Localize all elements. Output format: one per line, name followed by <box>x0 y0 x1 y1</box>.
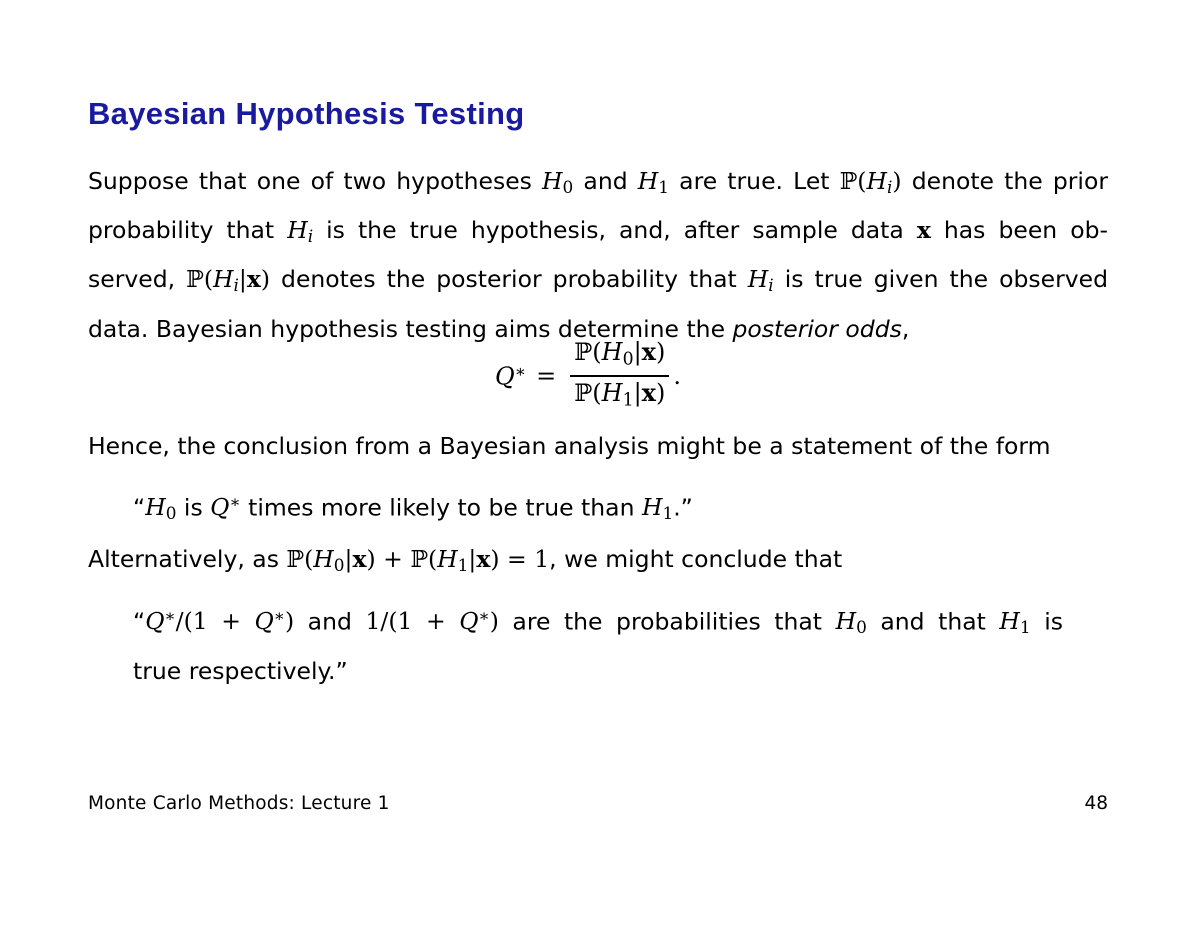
quote-likely: “$H_0$ is Q∗ times more likely to be true than $H_1$.” <box>133 493 693 524</box>
conclusion-sentence: Hence, the conclusion from a Bayesian analysis might be a statement of the form <box>88 432 1051 460</box>
math-h0: $H_0$ <box>145 493 177 524</box>
fraction-denominator: $ℙ(H_1|x)$ <box>574 378 666 411</box>
alternative-paragraph <box>88 538 1108 587</box>
text-segment: is true given the observed <box>773 265 1109 294</box>
quote-probabilities-line-2: true respectively.” <box>133 656 348 685</box>
footer-lecture-title: Monte Carlo Methods: Lecture 1 <box>88 793 390 814</box>
fraction-numerator: $ℙ(H_0|x)$ <box>574 336 666 369</box>
text-segment: is the true hypothesis, and, after sample data <box>313 216 917 245</box>
intro-line-3 <box>88 258 1108 307</box>
period: . <box>673 362 681 390</box>
intro-paragraph <box>88 160 1108 351</box>
math-hi: Hi <box>287 216 314 247</box>
math-x: x <box>916 216 931 245</box>
text-segment: and <box>573 167 638 195</box>
fraction <box>570 336 669 417</box>
posterior-odds-emphasis: posterior odds <box>732 314 902 343</box>
math-p-hi: ℙ(Hi) <box>839 167 902 198</box>
text-segment: served, <box>88 265 187 294</box>
math-h1: $H_1$ <box>637 167 670 198</box>
alternative-sentence: Alternatively, as $ℙ(H_0|x)$ + $ℙ(H_1|x) = 1$, we might conclude that <box>88 545 843 576</box>
math-q-star: Q∗ <box>495 361 527 391</box>
slide-title: Bayesian Hypothesis Testing <box>88 96 525 131</box>
text-segment: probability that <box>88 216 288 245</box>
text-segment: has been ob- <box>930 216 1109 245</box>
posterior-odds-equation <box>495 336 681 416</box>
quote-probabilities <box>133 595 1063 693</box>
text-segment: denote the prior <box>901 167 1108 195</box>
text-segment: data. Bayesian hypothesis testing aims determine the <box>88 314 733 343</box>
math-q-over-1-plus-q: Q∗/(1 + Q∗) <box>145 607 295 636</box>
text-segment: denotes the posterior probability that <box>270 265 748 294</box>
text-segment: Suppose that one of two hypotheses <box>88 167 543 195</box>
math-h1: $H_1$ <box>641 493 674 524</box>
quote-probabilities-line-1: “Q∗/(1 + Q∗) and 1/(1 + Q∗) are the probabilities that $H_0$ and that $H_1$ is <box>133 607 1063 638</box>
math-sum-equation: $ℙ(H_0|x)$ + $ℙ(H_1|x) = 1$ <box>286 545 550 576</box>
math-p-hi-given-x: ℙ(Hi|x) <box>186 265 271 296</box>
equals-sign: = <box>536 362 557 390</box>
math-q-star: Q∗ <box>210 493 241 522</box>
math-1-over-1-plus-q: 1/(1 + Q∗) <box>365 607 499 636</box>
text-segment: are true. Let <box>669 167 840 195</box>
footer-page-number: 48 <box>1084 793 1108 814</box>
text-segment: , <box>901 314 910 343</box>
conclusion-paragraph <box>88 425 1108 468</box>
math-h0: $H_0$ <box>835 607 867 638</box>
intro-line-2 <box>88 209 1108 258</box>
math-h0: $H_0$ <box>542 167 574 198</box>
math-hi: Hi <box>747 265 774 296</box>
intro-line-1 <box>88 160 1108 209</box>
math-h1: $H_1$ <box>999 607 1031 638</box>
